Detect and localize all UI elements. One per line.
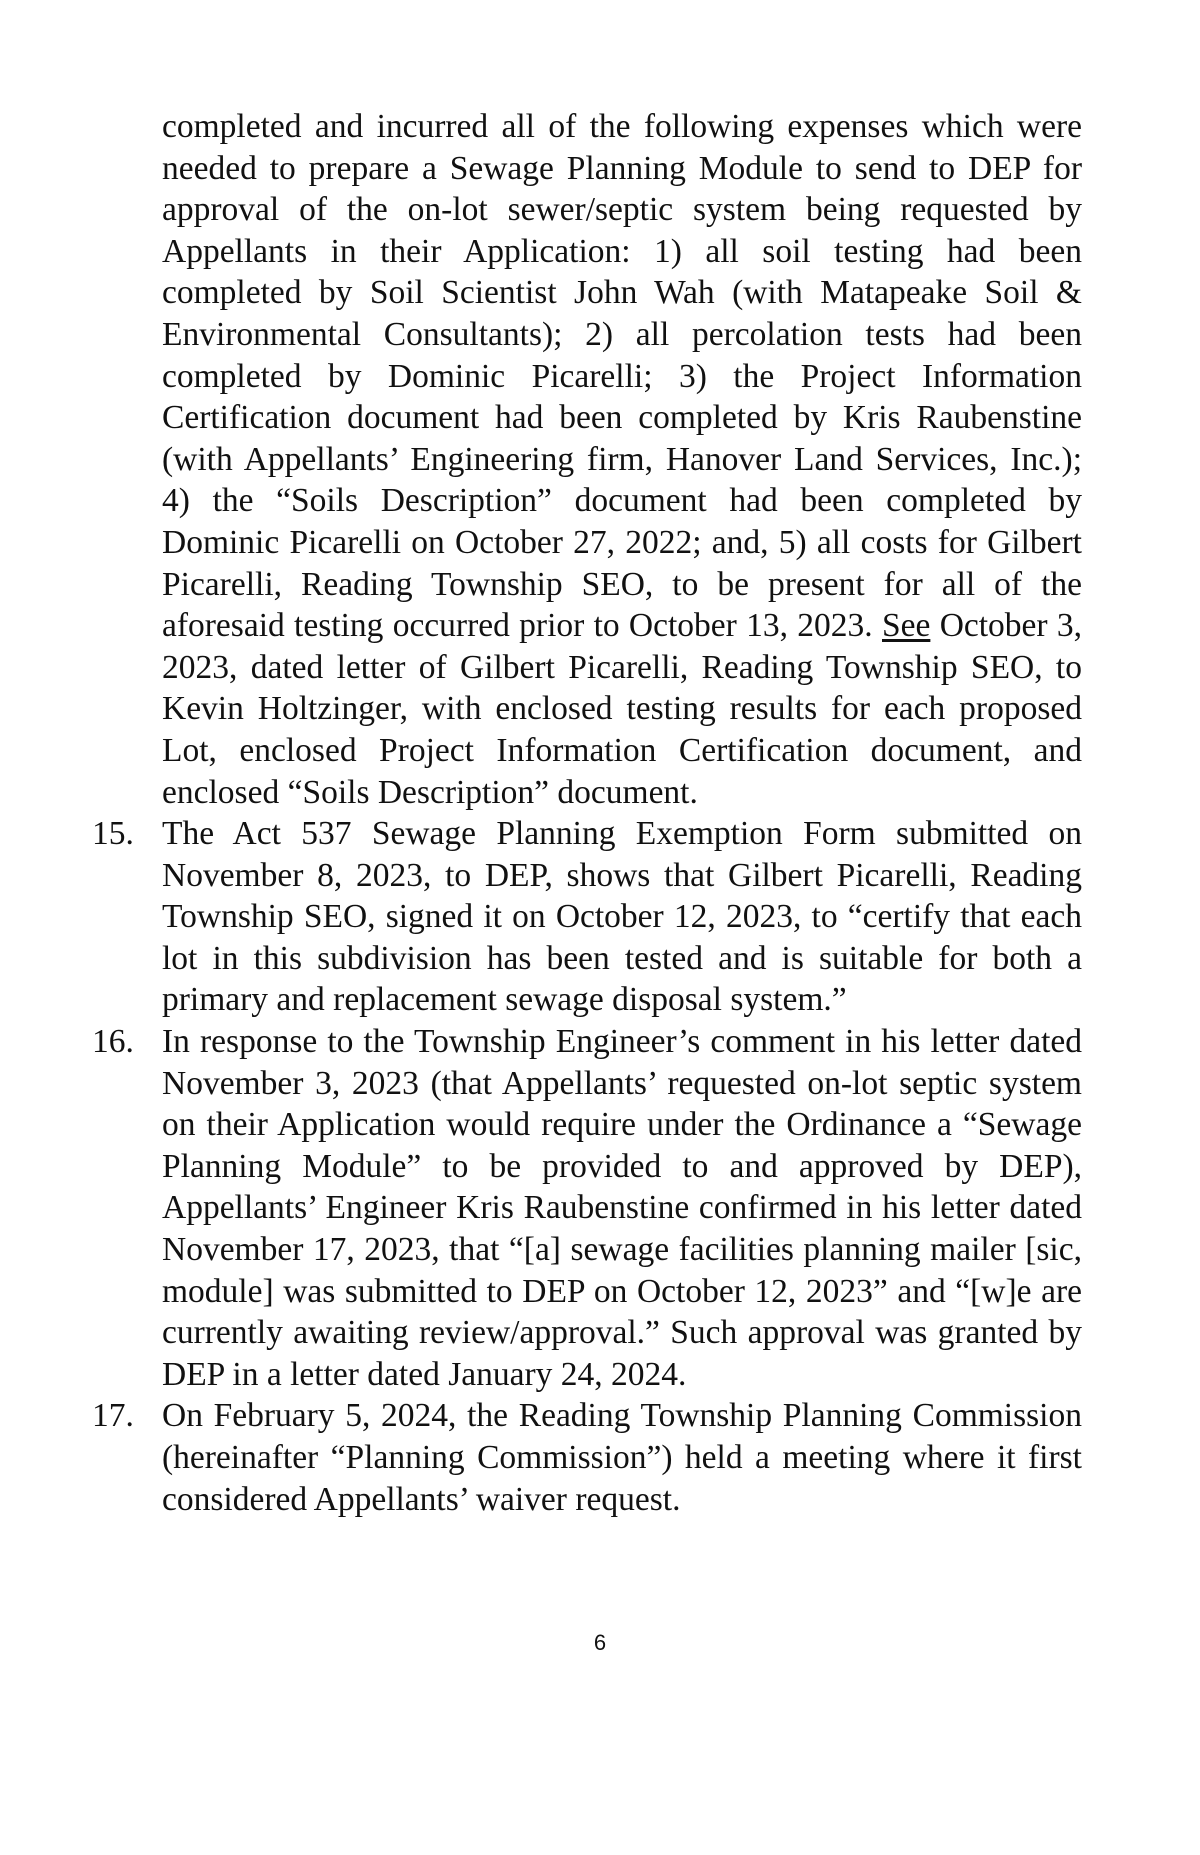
paragraph-text: In response to the Township Engineer’s comment in his letter dated November 3, 2023 (that Appellants’ requested on-lot septic system on their Application would require under the Ordinance a “Sewage Planning Module” to be provided to and approved by DEP), Appellants’ Engineer Kris Raubenstine confirmed in his letter dated November 17, 2023, that “[a] sewage facilities planning mailer [sic, module] was submitted to DEP on October 12, 2023” and “[w]e are currently awaiting review/approval.” Such approval was granted by DEP in a letter dated January 24, 2024. bbox=[162, 1023, 1082, 1393]
paragraph-number: 15. bbox=[92, 815, 134, 853]
numbered-paragraph-16 bbox=[92, 1021, 1082, 1395]
paragraph-text: On February 5, 2024, the Reading Township Planning Commission (hereinafter “Planning Commission”) held a meeting where it first considered Appellants’ waiver request. bbox=[162, 1397, 1082, 1518]
continuation-paragraph bbox=[162, 106, 1082, 813]
document-body bbox=[92, 106, 1083, 1520]
continuation-text-after: October 3, 2023, dated letter of Gilbert Picarelli, Reading Township SEO, to Kevin Holtzinger, with enclosed testing results for each proposed Lot, enclosed Project Information Certification document, and enclosed “Soils Description” document. bbox=[162, 607, 1083, 811]
numbered-paragraph-15 bbox=[92, 813, 1082, 1021]
see-citation-signal: See bbox=[882, 607, 931, 645]
paragraph-number: 17. bbox=[92, 1397, 134, 1435]
numbered-paragraph-17 bbox=[92, 1395, 1082, 1520]
continuation-text-before: completed and incurred all of the following expenses which were needed to prepare a Sewage Planning Module to send to DEP for approval of the on-lot sewer/septic system being requested by Appellants in their Application: 1) all soil testing had been completed by Soil Scientist John Wah (with Matapeake Soil & Environmental Consultants); 2) all percolation tests had been completed by Dominic Picarelli; 3) the Project Information Certification document had been completed by Kris Raubenstine (with Appellants’ Engineering firm, Hanover Land Services, Inc.); 4) the “Soils Description” document had been completed by Dominic Picarelli on October 27, 2022; and, 5) all costs for Gilbert Picarelli, Reading Township SEO, to be present for all of the aforesaid testing occurred prior to October 13, 2023. bbox=[162, 108, 1082, 645]
paragraph-text: The Act 537 Sewage Planning Exemption Form submitted on November 8, 2023, to DEP, shows that Gilbert Picarelli, Reading Township SEO, signed it on October 12, 2023, to “certify that each lot in this subdivision has been tested and is suitable for both a primary and replacement sewage disposal system.” bbox=[162, 815, 1082, 1019]
page-number: 6 bbox=[593, 1630, 607, 1655]
paragraph-number: 16. bbox=[92, 1023, 134, 1061]
